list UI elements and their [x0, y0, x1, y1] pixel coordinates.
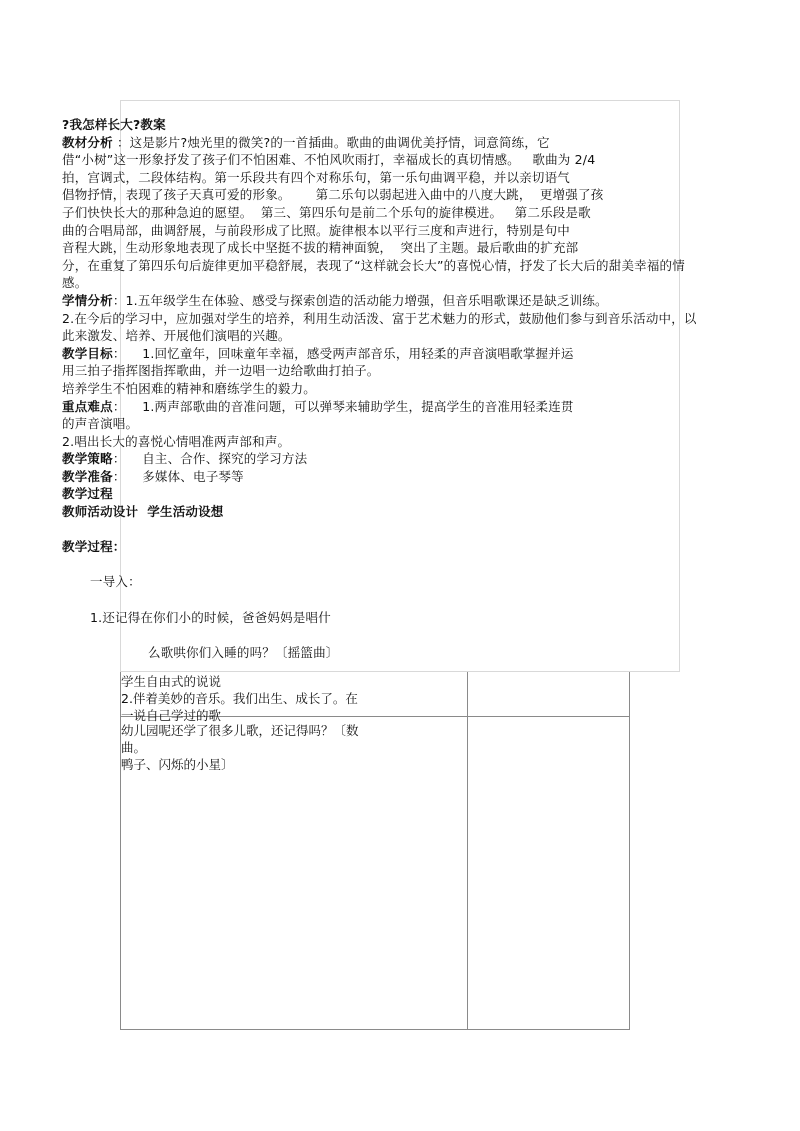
columns-heading: 教师活动设计 学生活动设想	[62, 504, 224, 520]
paragraph-line: ：这是影片?烛光里的微笑?的一首插曲。歌曲的曲调优美抒情，词意简练，它	[112, 134, 550, 150]
section-label: 学情分析	[62, 292, 113, 308]
table-cell-text: 曲。	[121, 740, 147, 755]
step-one-continued: 么歌哄你们入睡的吗？〔摇篮曲〕	[148, 644, 339, 660]
step-one: 1.还记得在你们小的时候，爸爸妈妈是唱什	[90, 609, 331, 625]
section-label: 教学策略	[62, 451, 113, 467]
table-cell-text: 一说自己学过的歌	[121, 708, 222, 723]
paragraph-line: ： 1.回忆童年，回味童年幸福，感受两声部音乐，用轻柔的声音演唱歌掌握并运	[112, 345, 574, 361]
teaching-strategy	[62, 450, 742, 468]
document-title: ?我怎样长大?教案	[62, 117, 166, 132]
table-cell-text: 学生自由式的说说	[121, 674, 222, 689]
table-column-divider	[467, 656, 468, 1029]
paragraph-line: 培养学生不怕困难的精神和磨练学生的毅力。	[62, 380, 317, 396]
paragraph-line: 倡物抒情，表现了孩子天真可爱的形象。 第二乐句以弱起进入曲中的八度大跳， 更增强了孩	[62, 187, 604, 203]
paragraph-line: ：1.五年级学生在体验、感受与探索创造的活动能力增强，但音乐唱歌课还是缺乏训练。	[112, 292, 608, 308]
paragraph-line: 分，在重复了第四乐句后旋律更加平稳舒展，表现了“这样就会长大”的喜悦心情，抒发了长大后的甜美幸福的情	[62, 257, 685, 273]
paragraph-line: 借“小树”这一形象抒发了孩子们不怕困难、不怕风吹雨打，幸福成长的真切情感。 歌曲为 2/4	[62, 152, 596, 168]
lesson-plan-document	[62, 116, 742, 661]
paragraph-line: 2.在今后的学习中，应加强对学生的培养，利用生动活泼、富于艺术魅力的形式，鼓励他们参与到音乐活动中，以	[62, 310, 697, 326]
paragraph-line: ： 1.两声部歌曲的音准问题，可以弹琴来辅助学生，提高学生的音准用轻柔连贯	[112, 398, 574, 414]
section-label: 教学目标	[62, 345, 113, 361]
section-label: 教学准备	[62, 468, 113, 484]
paragraph-line: 感。	[62, 275, 88, 291]
paragraph-line: 此来激发、培养、开展他们演唱的兴趣。	[62, 328, 291, 344]
paragraph-line: 2.唱出长大的喜悦心情唱准两声部和声。	[62, 433, 291, 449]
process-heading: 教学过程	[62, 486, 113, 502]
section-label: 教材分析	[62, 134, 113, 150]
paragraph-line: ： 自主、合作、探究的学习方法	[112, 451, 308, 467]
paragraph-line: 音程大跳，生动形象地表现了成长中坚挺不拔的精神面貌， 突出了主题。最后歌曲的扩充部	[62, 240, 579, 256]
table-cell-text: 鸭子、闪烁的小星〕	[121, 757, 234, 772]
paragraph-line: 的声音演唱。	[62, 416, 139, 432]
table-cell-text: 2.伴着美妙的音乐。我们出生、成长了。在	[121, 691, 358, 706]
paragraph-line: 用三拍子指挥图指挥歌曲，并一边唱一边给歌曲打拍子。	[62, 363, 380, 379]
section-intro-heading: 一导入：	[90, 574, 141, 590]
teaching-goals	[62, 345, 742, 398]
table-cell-text: 幼儿园呢还学了很多儿歌，还记得吗？〔数	[121, 723, 359, 738]
paragraph-line: ： 多媒体、电子琴等	[112, 468, 244, 484]
student-analysis	[62, 292, 742, 345]
textbook-analysis	[62, 134, 742, 292]
section-label: 重点难点	[62, 398, 113, 414]
paragraph-line: 拍，宫调式，二段体结构。第一乐段共有四个对称乐句，第一乐句曲调平稳，并以亲切语气	[62, 169, 571, 185]
teaching-preparation	[62, 468, 742, 486]
key-difficulties	[62, 398, 742, 451]
process-label: 教学过程：	[62, 539, 126, 555]
paragraph-line: 子们快快长大的那种急迫的愿望。 第三、第四乐句是前二个乐句的旋律模进。 第二乐段是歌	[62, 204, 591, 220]
paragraph-line: 曲的合唱局部，曲调舒展，与前段形成了比照。旋律根本以平行三度和声进行，特别是句中	[62, 222, 571, 238]
